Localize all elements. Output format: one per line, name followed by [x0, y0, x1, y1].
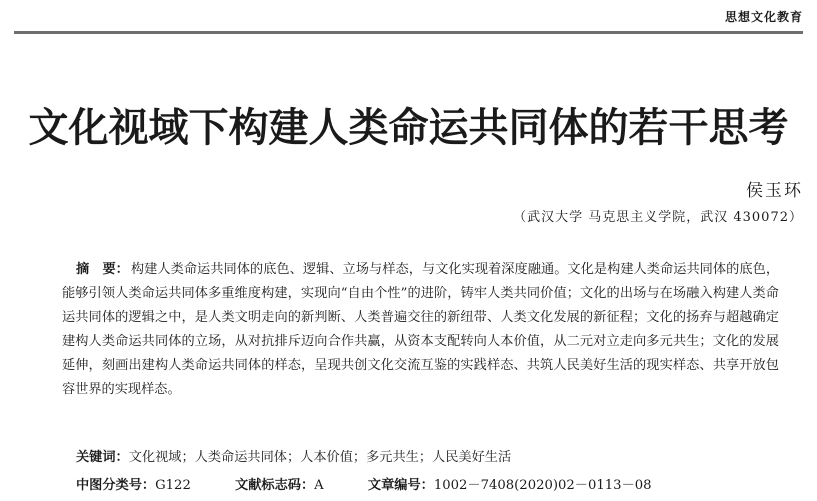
- article-value: 1002－7408(2020)02－0113－08: [433, 478, 652, 493]
- keywords-label: 关键词：: [76, 450, 129, 465]
- abstract-label: 摘 要：: [76, 262, 129, 277]
- doc-label: 文献标志码：: [235, 478, 315, 493]
- keywords: [76, 446, 779, 465]
- abstract: [62, 258, 779, 402]
- abstract-text: 构建人类命运共同体的底色、逻辑、立场与样态，与文化实现着深度融通。文化是构建人类命运共同体的底色，能够引领人类命运共同体多重维度构建，实现向“自由个性”的进阶，铸牢人类共同价值；文化的出场与在场融入构建人类命运共同体的逻辑之中，是人类文明走向的新判断、人类普遍交往的新纽带、人类文化发展的新征程；文化的扬弃与超越确定建构人类命运共同体的立场，从对抗排斥迈向合作共赢，从资本支配转向人本价值，从二元对立走向多元共生；文化的发展延伸，刻画出建构人类命运共同体的样态，呈现共创文化交流互鉴的实践样态、共筑人民美好生活的现实样态、共享开放包容世界的实现样态。: [62, 262, 780, 397]
- clc-number: [76, 474, 191, 493]
- document-code: [235, 474, 324, 493]
- author-affiliation: （武汉大学 马克思主义学院，武汉 430072）: [513, 210, 803, 225]
- clc-label: 中图分类号：: [76, 478, 156, 493]
- journal-name: 思想文化教育: [724, 10, 803, 24]
- clc-value: G122: [155, 478, 191, 493]
- article-metadata: [76, 474, 692, 493]
- keywords-text: 文化视域；人类命运共同体；人本价值；多元共生；人民美好生活: [128, 450, 512, 465]
- article-label: 文章编号：: [367, 478, 434, 493]
- author-name: 侯玉环: [746, 181, 803, 201]
- header-rule: [14, 31, 803, 34]
- article-title: 文化视域下构建人类命运共同体的若干思考: [28, 105, 789, 151]
- doc-value: A: [314, 478, 324, 493]
- article-number: [368, 474, 652, 493]
